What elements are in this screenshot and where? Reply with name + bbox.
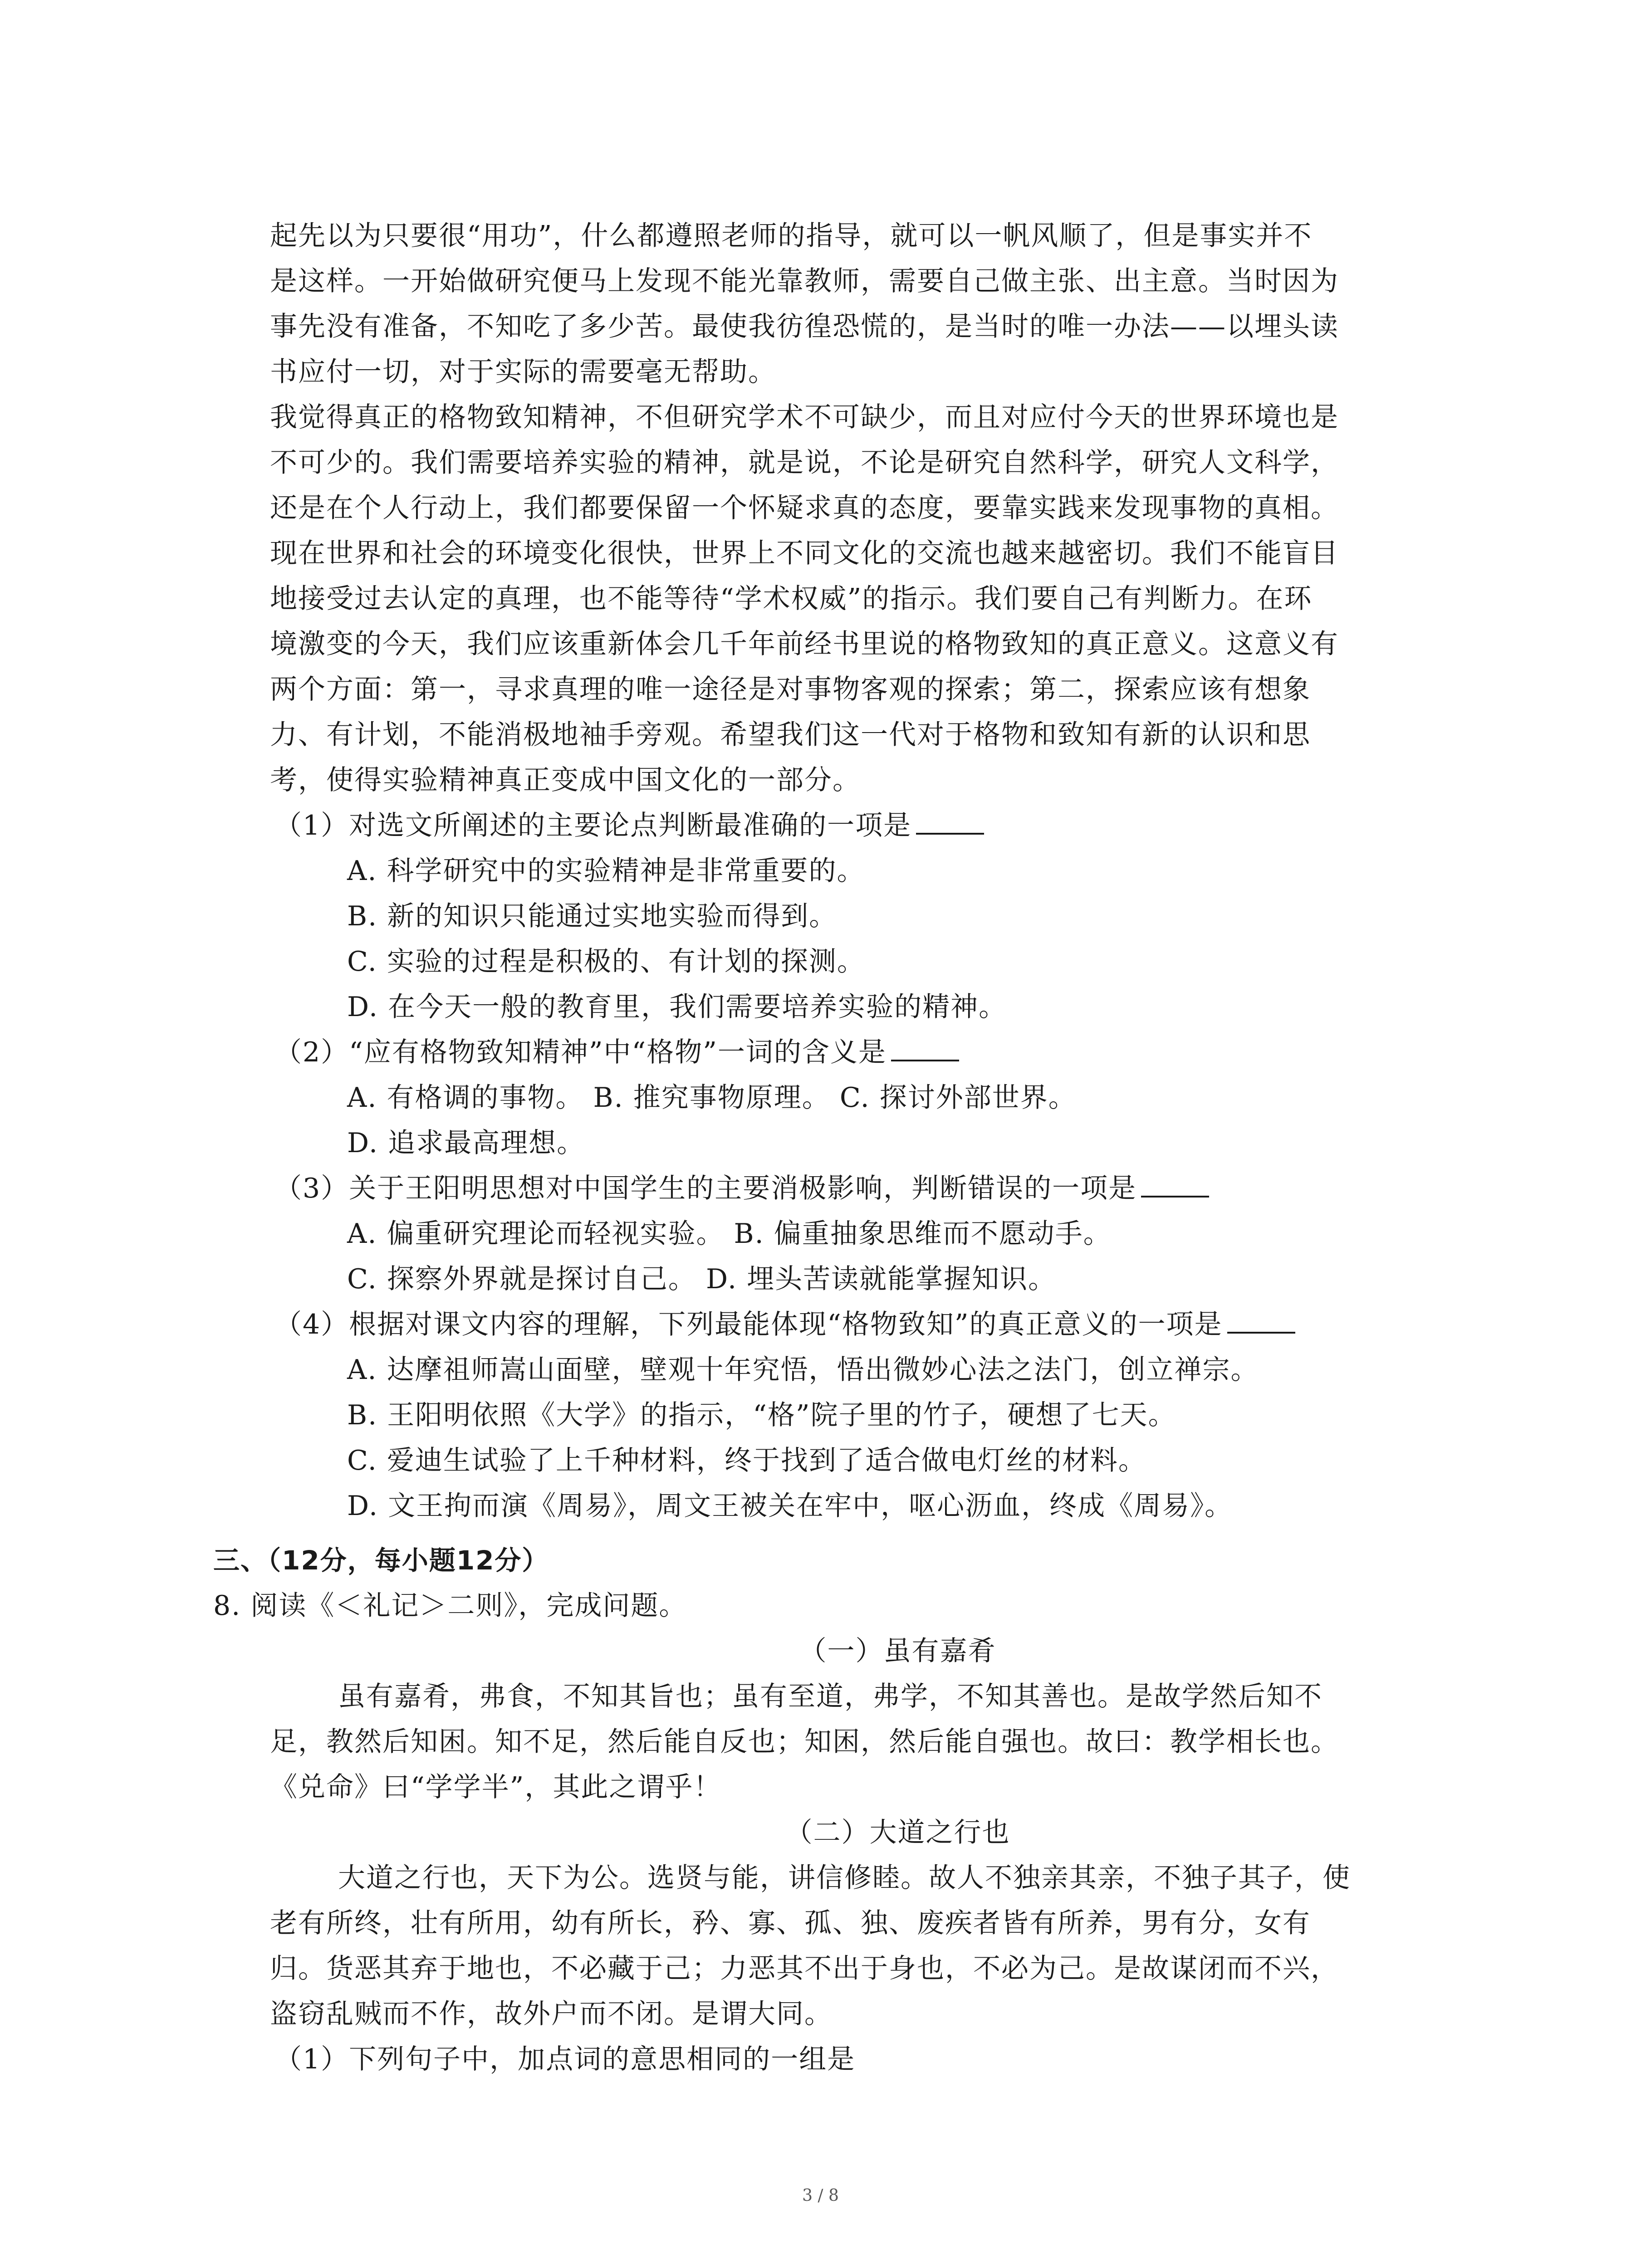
question-8-intro: 8. 阅读《＜礼记＞二则》，完成问题。 [213,1590,687,1622]
passage-line: 我觉得真正的格物致知精神，不但研究学术不可缺少，而且对应付今天的世界环境也是 [270,401,1339,433]
q4-option-a: A. 达摩祖师嵩山面壁，壁观十年究悟，悟出微妙心法之法门，创立禅宗。 [347,1354,1259,1386]
passage-line: 书应付一切，对于实际的需要毫无帮助。 [270,356,776,388]
question-2 [0,1030,1641,1075]
q4-option-c: C. 爱迪生试验了上千种材料，终于找到了适合做电灯丝的材料。 [347,1445,1146,1476]
q4-option-d: D. 文王拘而演《周易》，周文王被关在牢中，呕心沥血，终成《周易》。 [347,1490,1233,1522]
q3-options-cd: C. 探察外界就是探讨自己。 D. 埋头苦读就能掌握知识。 [347,1263,1057,1295]
passage-line: 现在世界和社会的环境变化很快，世界上不同文化的交流也越来越密切。我们不能盲目 [270,538,1339,569]
question-1 [0,803,1641,848]
part-2-line: 老有所终，壮有所用，幼有所长，矜、寡、孤、独、废疾者皆有所养，男有分，女有 [270,1907,1311,1939]
passage-line: 事先没有准备，不知吃了多少苦。最使我彷徨恐慌的，是当时的唯一办法——以埋头读 [270,311,1339,342]
page-number: 3 / 8 [802,2186,839,2205]
section-heading: 三、（12分，每小题12分） [213,1545,549,1576]
passage-line: 是这样。一开始做研究便马上发现不能光靠教师，需要自己做主张、出主意。当时因为 [270,265,1339,297]
question-8-1-stem: （1）下列句子中，加点词的意思相同的一组是 [274,2043,856,2075]
q3-options-ab: A. 偏重研究理论而轻视实验。 B. 偏重抽象思维而不愿动手。 [347,1218,1112,1250]
question-4 [0,1302,1641,1347]
part-2-line: 大道之行也，天下为公。选贤与能，讲信修睦。故人不独亲其亲，不独子其子，使 [338,1862,1351,1894]
passage-line: 力、有计划，不能消极地袖手旁观。希望我们这一代对于格物和致知有新的认识和思 [270,719,1311,751]
question-3-stem: （3）关于王阳明思想对中国学生的主要消极影响，判断错误的一项是 [274,1173,1137,1204]
part-2-line: 盗窃乱贼而不作，故外户而不闭。是谓大同。 [270,1998,833,2030]
part-2-title: （二）大道之行也 [785,1817,1010,1848]
passage-line: 地接受过去认定的真理，也不能等待“学术权威”的指示。我们要自己有判断力。在环 [270,583,1313,615]
q1-option-d: D. 在今天一般的教育里，我们需要培养实验的精神。 [347,991,1007,1023]
answer-blank [891,1032,959,1061]
q1-option-b: B. 新的知识只能通过实地实验而得到。 [347,900,838,932]
question-1-stem: （1）对选文所阐述的主要论点判断最准确的一项是 [274,810,912,841]
part-1-line: 足，教然后知困。知不足，然后能自反也；知困，然后能自强也。故曰：教学相长也。 [270,1726,1339,1758]
q2-options-abc: A. 有格调的事物。 B. 推究事物原理。 C. 探讨外部世界。 [347,1082,1077,1114]
question-4-stem: （4）根据对课文内容的理解，下列最能体现“格物致知”的真正意义的一项是 [274,1309,1223,1340]
part-1-title: （一）虽有嘉肴 [799,1635,996,1667]
q1-option-a: A. 科学研究中的实验精神是非常重要的。 [347,855,865,887]
q1-option-c: C. 实验的过程是积极的、有计划的探测。 [347,946,865,978]
answer-blank [916,806,984,835]
part-1-line: 《兑命》曰“学学半”，其此之谓乎！ [270,1771,722,1803]
passage-line: 起先以为只要很“用功”，什么都遵照老师的指导，就可以一帆风顺了，但是事实并不 [270,220,1313,252]
passage-line: 还是在个人行动上，我们都要保留一个怀疑求真的态度，要靠实践来发现事物的真相。 [270,492,1339,524]
passage-line: 境激变的今天，我们应该重新体会几千年前经书里说的格物致知的真正意义。这意义有 [270,628,1339,660]
part-2-line: 归。货恶其弃于地也，不必藏于己；力恶其不出于身也，不必为己。是故谋闭而不兴， [270,1953,1339,1984]
part-1-line: 虽有嘉肴，弗食，不知其旨也；虽有至道，弗学，不知其善也。是故学然后知不 [338,1681,1323,1712]
passage-line: 两个方面：第一，寻求真理的唯一途径是对事物客观的探索；第二，探索应该有想象 [270,674,1311,705]
passage-line: 考，使得实验精神真正变成中国文化的一部分。 [270,764,861,796]
question-2-stem: （2）“应有格物致知精神”中“格物”一词的含义是 [274,1036,887,1068]
q2-option-d: D. 追求最高理想。 [347,1127,585,1159]
question-3 [0,1166,1641,1211]
answer-blank [1227,1305,1295,1334]
answer-blank [1141,1168,1209,1198]
q4-option-b: B. 王阳明依照《大学》的指示，“格”院子里的竹子，硬想了七天。 [347,1399,1176,1431]
passage-line: 不可少的。我们需要培养实验的精神，就是说，不论是研究自然科学，研究人文科学， [270,447,1339,479]
